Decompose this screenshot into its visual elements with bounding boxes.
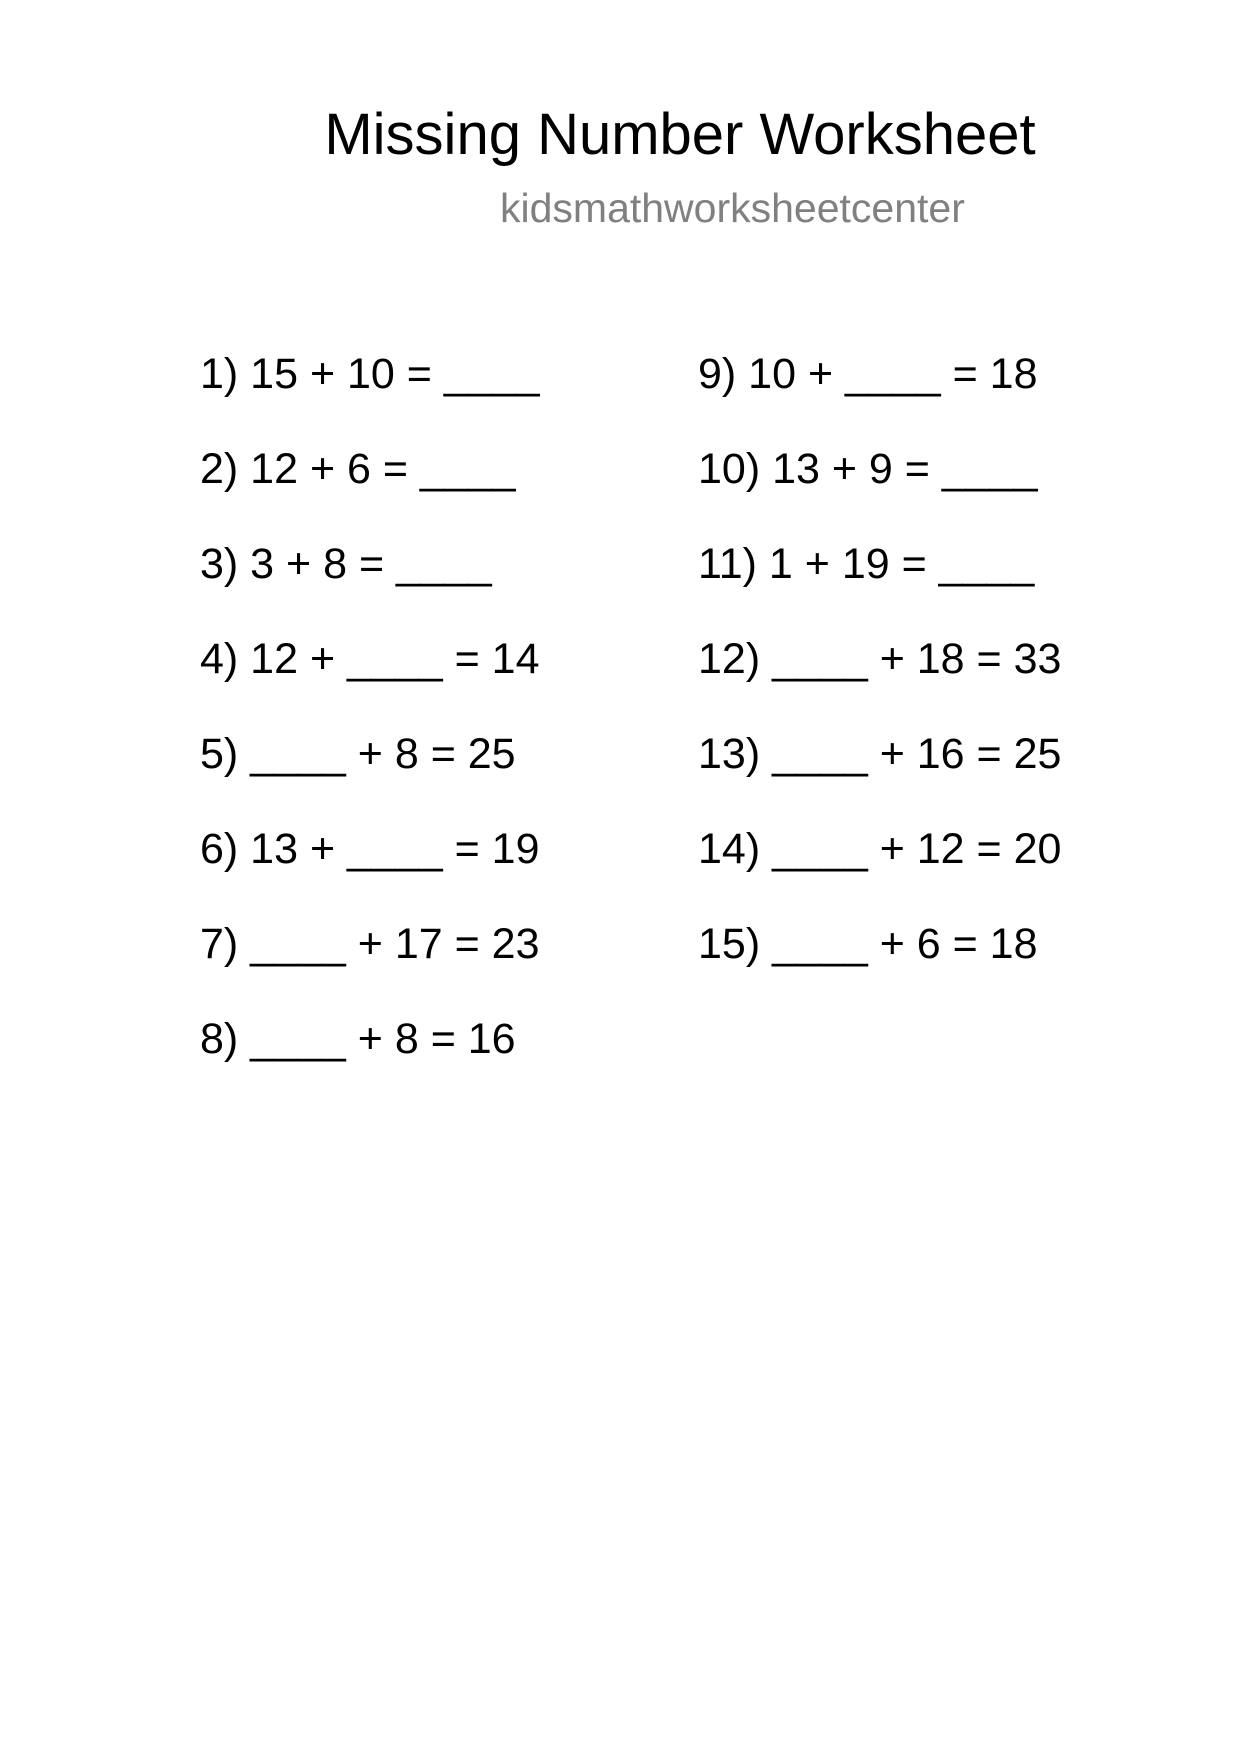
problem-3: 3) 3 + 8 = ____ — [200, 540, 492, 588]
problem-column-left — [200, 348, 540, 1108]
problem-12: 12) ____ + 18 = 33 — [698, 635, 1062, 683]
problem-5: 5) ____ + 8 = 25 — [200, 730, 516, 778]
worksheet-source: kidsmathworksheetcenter — [500, 185, 965, 231]
problem-8: 8) ____ + 8 = 16 — [200, 1015, 516, 1063]
worksheet-title: Missing Number Worksheet — [324, 102, 1036, 167]
problem-6: 6) 13 + ____ = 19 — [200, 825, 540, 873]
problem-7: 7) ____ + 17 = 23 — [200, 920, 540, 968]
problem-11: 11) 1 + 19 = ____ — [698, 540, 1035, 588]
problem-10: 10) 13 + 9 = ____ — [698, 445, 1038, 493]
problem-column-right — [698, 348, 1061, 1013]
problem-2: 2) 12 + 6 = ____ — [200, 445, 516, 493]
problem-4: 4) 12 + ____ = 14 — [200, 635, 540, 683]
problem-1: 1) 15 + 10 = ____ — [200, 350, 540, 398]
problem-13: 13) ____ + 16 = 25 — [698, 730, 1062, 778]
problem-14: 14) ____ + 12 = 20 — [698, 825, 1062, 873]
problem-9: 9) 10 + ____ = 18 — [698, 350, 1038, 398]
problem-15: 15) ____ + 6 = 18 — [698, 920, 1038, 968]
